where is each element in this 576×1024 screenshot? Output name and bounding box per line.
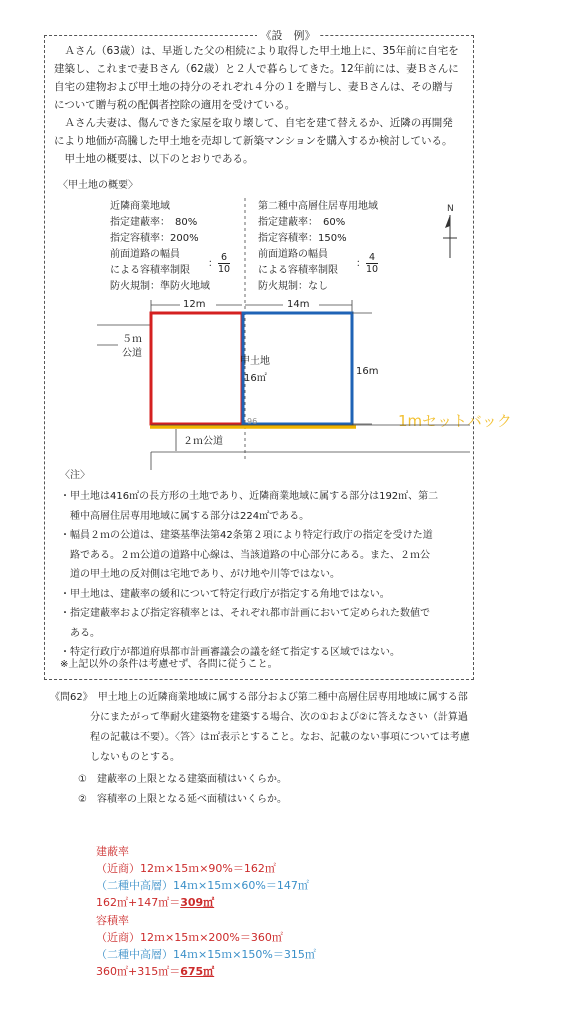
answer-far: 容積率 （近商）12ｍ×15ｍ×200%＝360㎡ （二種中高層）14ｍ×15ｍ×150%＝315㎡ 360㎡+315㎡＝675㎡ bbox=[96, 914, 316, 978]
setback-note: 1mセットバック bbox=[398, 412, 512, 430]
dim-width-left: 12m bbox=[183, 299, 206, 310]
answer-far-title: 容積率 bbox=[96, 914, 129, 927]
overview-label: 〈甲土地の概要〉 bbox=[58, 180, 138, 191]
dim-height: 16m bbox=[356, 366, 379, 377]
answer-far-result: 675㎡ bbox=[180, 965, 215, 978]
notes-header: 〈注〉 bbox=[60, 470, 90, 481]
lot-commercial-zone bbox=[151, 313, 242, 424]
zone-left-info: 近隣商業地域 指定建蔽率： 80% 指定容積率：200% 前面道路の幅員 による容積率制限 ： $\frac{6}{10}$ 防火規制：準防火地域 bbox=[110, 201, 231, 292]
lot-label: 甲土地 bbox=[240, 356, 270, 367]
answer-coverage: 建蔽率 （近商）12ｍ×15ｍ×90%＝162㎡ （二種中高層）14ｍ×15ｍ×60%＝147㎡ 162㎡+147㎡＝309㎡ bbox=[96, 845, 309, 909]
intro-paragraph: Ａさん（63歳）は、早逝した父の相続により取得した甲土地上に、35年前に自宅を 建築し、これまで妻Ｂさん（62歳）と２人で暮らしてきた。12年前には、妻Ｂさんに 自宅の建物および甲土地の持分のそれぞれ４分の１を贈与し、妻Ｂさんは、その贈与 について贈与税の配偶者控除の適用を受けている。 Ａさん夫妻は、傷んできた家屋を取り壊して、自宅を建て替えるか、近隣の再開発 により地価が高騰した甲土地を売却して新築マンションを購入するか検討している。 甲土地の概要は、以下のとおりである。 bbox=[54, 45, 459, 165]
question-item-2: ② 容積率の上限となる延べ面積はいくらか。 bbox=[78, 794, 287, 805]
zone-right-info: 第二種中高層住居専用地域 指定建蔽率： 60% 指定容積率：150% 前面道路の幅員 による容積率制限 ： $\frac{4}{10}$ 防火規制：なし bbox=[258, 201, 379, 292]
question-62: 《問62》 甲土地上の近隣商業地域に属する部分および第二種中高層住居専用地域に属する部 分にまたがって準耐火建築物を建築する場合、次の①および②に答えなさい（計算過 程の記載は不要）。〈答〉は㎡表示とすること。なお、記載のない事項については考慮 しないものとする。 bbox=[50, 692, 470, 763]
north-label: N bbox=[447, 204, 454, 214]
question-item-1: ① 建蔽率の上限となる建築面積はいくらか。 bbox=[78, 774, 287, 785]
answer-coverage-result: 309㎡ bbox=[180, 896, 215, 909]
lot-bottom-partial: 96 bbox=[247, 417, 258, 426]
dim-width-right: 14m bbox=[287, 299, 310, 310]
north-arrow-icon bbox=[443, 215, 457, 258]
front-road-label: ２ｍ公道 bbox=[183, 436, 223, 447]
notes-list: ・甲土地は416㎡の長方形の土地であり、近隣商業地域に属する部分は192㎡、第二 種中高層住居専用地域に属する部分は224㎡である。 ・幅員２ｍの公道は、建築基準法第42条第２項により特定行政庁の指定を受けた道 路である。２ｍ公道の道路中心線は、当該道路の中心部分にある。また、２ｍ公 道の甲土地の反対側は宅地であり、がけ地や川等ではない。 ・甲土地は、建蔽率の緩和について特定行政庁が指定する角地ではない。 ・指定建蔽率および指定容積率とは、それぞれ都市計画において定められた数値で ある。 ・特定行政庁が都道府県都市計画審議会の議を経て指定する区域ではない。 bbox=[60, 491, 439, 658]
lot-residential-zone bbox=[243, 313, 352, 424]
side-road-label: 公道 bbox=[122, 348, 142, 359]
answer-coverage-title: 建蔽率 bbox=[96, 845, 129, 858]
side-road-width: ５ｍ bbox=[122, 334, 142, 345]
example-title: 《設 例》 bbox=[0, 27, 576, 43]
notes-footer: ※上記以外の条件は考慮せず、各問に従うこと。 bbox=[60, 659, 278, 670]
lot-area-partial: 16㎡ bbox=[244, 373, 267, 384]
